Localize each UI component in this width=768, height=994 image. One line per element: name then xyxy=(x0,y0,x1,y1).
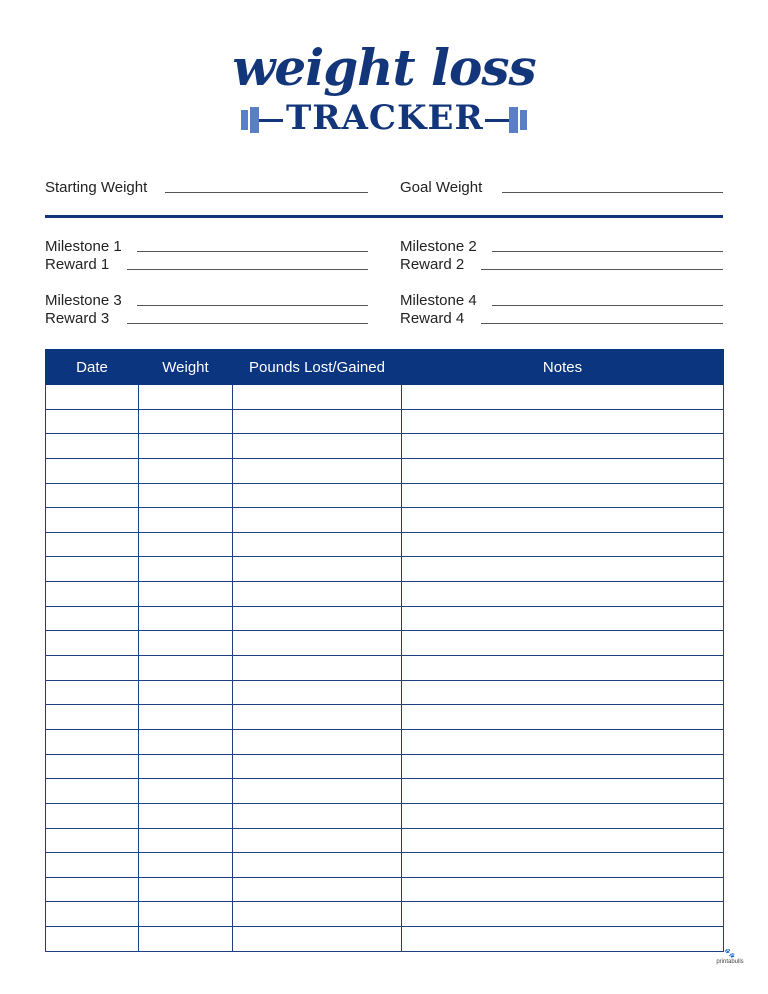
reward-2-field[interactable] xyxy=(481,269,723,270)
column-header-notes: Notes xyxy=(402,350,724,385)
notes-cell[interactable] xyxy=(402,458,724,483)
table-row xyxy=(46,656,724,681)
milestone-1-field[interactable] xyxy=(137,251,368,252)
table-row xyxy=(46,853,724,878)
pounds-lost-gained-cell[interactable] xyxy=(233,877,402,902)
notes-cell[interactable] xyxy=(402,680,724,705)
notes-cell[interactable] xyxy=(402,582,724,607)
weight-cell[interactable] xyxy=(139,680,233,705)
dumbbell-icon-right xyxy=(485,107,527,133)
table-row xyxy=(46,877,724,902)
pounds-lost-gained-cell[interactable] xyxy=(233,680,402,705)
pounds-lost-gained-cell[interactable] xyxy=(233,803,402,828)
table-row xyxy=(46,434,724,459)
table-row xyxy=(46,557,724,582)
table-row xyxy=(46,582,724,607)
date-cell[interactable] xyxy=(46,853,139,878)
date-cell[interactable] xyxy=(46,680,139,705)
dumbbell-icon-left xyxy=(241,107,283,133)
weight-cell[interactable] xyxy=(139,458,233,483)
table-row xyxy=(46,458,724,483)
pounds-lost-gained-cell[interactable] xyxy=(233,532,402,557)
date-cell[interactable] xyxy=(46,409,139,434)
notes-cell[interactable] xyxy=(402,877,724,902)
column-header-pounds-lost-gained: Pounds Lost/Gained xyxy=(233,350,402,385)
date-cell[interactable] xyxy=(46,729,139,754)
date-cell[interactable] xyxy=(46,483,139,508)
notes-cell[interactable] xyxy=(402,631,724,656)
table-row xyxy=(46,385,724,410)
table-row xyxy=(46,631,724,656)
brand-logo xyxy=(706,948,754,966)
pounds-lost-gained-cell[interactable] xyxy=(233,631,402,656)
weight-cell[interactable] xyxy=(139,803,233,828)
weight-cell[interactable] xyxy=(139,828,233,853)
goal-weight-label: Goal Weight xyxy=(400,179,483,196)
milestone-4-label: Milestone 4 xyxy=(400,292,477,309)
column-header-weight: Weight xyxy=(139,350,233,385)
pounds-lost-gained-cell[interactable] xyxy=(233,483,402,508)
notes-cell[interactable] xyxy=(402,803,724,828)
table-row xyxy=(46,729,724,754)
notes-cell[interactable] xyxy=(402,508,724,533)
weight-cell[interactable] xyxy=(139,532,233,557)
notes-cell[interactable] xyxy=(402,779,724,804)
weight-cell[interactable] xyxy=(139,705,233,730)
table-row xyxy=(46,927,724,952)
notes-cell[interactable] xyxy=(402,705,724,730)
weight-cell[interactable] xyxy=(139,385,233,410)
weight-cell[interactable] xyxy=(139,927,233,952)
pounds-lost-gained-cell[interactable] xyxy=(233,853,402,878)
date-cell[interactable] xyxy=(46,828,139,853)
column-header-date: Date xyxy=(46,350,139,385)
reward-1-label: Reward 1 xyxy=(45,256,110,273)
notes-cell[interactable] xyxy=(402,385,724,410)
notes-cell[interactable] xyxy=(402,434,724,459)
weight-cell[interactable] xyxy=(139,483,233,508)
notes-cell[interactable] xyxy=(402,927,724,952)
weight-cell[interactable] xyxy=(139,754,233,779)
weight-cell[interactable] xyxy=(139,779,233,804)
weight-cell[interactable] xyxy=(139,729,233,754)
notes-cell[interactable] xyxy=(402,656,724,681)
pounds-lost-gained-cell[interactable] xyxy=(233,458,402,483)
date-cell[interactable] xyxy=(46,877,139,902)
notes-cell[interactable] xyxy=(402,532,724,557)
milestone-3-label: Milestone 3 xyxy=(45,292,122,309)
table-row xyxy=(46,409,724,434)
weight-cell[interactable] xyxy=(139,409,233,434)
weight-cell[interactable] xyxy=(139,606,233,631)
reward-3-field[interactable] xyxy=(127,323,368,324)
notes-cell[interactable] xyxy=(402,853,724,878)
date-cell[interactable] xyxy=(46,458,139,483)
table-row xyxy=(46,902,724,927)
weight-cell[interactable] xyxy=(139,434,233,459)
date-cell[interactable] xyxy=(46,582,139,607)
weight-cell[interactable] xyxy=(139,877,233,902)
pounds-lost-gained-cell[interactable] xyxy=(233,729,402,754)
weight-cell[interactable] xyxy=(139,631,233,656)
title-script: weight loss xyxy=(232,38,536,97)
pounds-lost-gained-cell[interactable] xyxy=(233,606,402,631)
date-cell[interactable] xyxy=(46,927,139,952)
date-cell[interactable] xyxy=(46,902,139,927)
date-cell[interactable] xyxy=(46,606,139,631)
date-cell[interactable] xyxy=(46,705,139,730)
table-row xyxy=(46,483,724,508)
date-cell[interactable] xyxy=(46,631,139,656)
weight-cell[interactable] xyxy=(139,582,233,607)
table-header-row xyxy=(46,350,724,385)
notes-cell[interactable] xyxy=(402,902,724,927)
table-row xyxy=(46,828,724,853)
reward-4-field[interactable] xyxy=(481,323,723,324)
pounds-lost-gained-cell[interactable] xyxy=(233,434,402,459)
milestone-1-label: Milestone 1 xyxy=(45,238,122,255)
date-cell[interactable] xyxy=(46,803,139,828)
milestone-2-field[interactable] xyxy=(492,251,723,252)
date-cell[interactable] xyxy=(46,779,139,804)
table-row xyxy=(46,705,724,730)
notes-cell[interactable] xyxy=(402,754,724,779)
milestone-3-field[interactable] xyxy=(137,305,368,306)
weight-log-table xyxy=(45,349,724,952)
table-row xyxy=(46,606,724,631)
date-cell[interactable] xyxy=(46,754,139,779)
table-row xyxy=(46,532,724,557)
milestone-2-label: Milestone 2 xyxy=(400,238,477,255)
pounds-lost-gained-cell[interactable] xyxy=(233,902,402,927)
table-row xyxy=(46,779,724,804)
table-row xyxy=(46,754,724,779)
pounds-lost-gained-cell[interactable] xyxy=(233,385,402,410)
weight-cell[interactable] xyxy=(139,557,233,582)
reward-4-label: Reward 4 xyxy=(400,310,465,327)
date-cell[interactable] xyxy=(46,385,139,410)
pounds-lost-gained-cell[interactable] xyxy=(233,927,402,952)
reward-1-field[interactable] xyxy=(127,269,368,270)
date-cell[interactable] xyxy=(46,656,139,681)
notes-cell[interactable] xyxy=(402,409,724,434)
reward-2-label: Reward 2 xyxy=(400,256,465,273)
notes-cell[interactable] xyxy=(402,729,724,754)
weight-cell[interactable] xyxy=(139,902,233,927)
notes-cell[interactable] xyxy=(402,483,724,508)
date-cell[interactable] xyxy=(46,434,139,459)
reward-3-label: Reward 3 xyxy=(45,310,110,327)
date-cell[interactable] xyxy=(46,557,139,582)
title-main: TRACKER xyxy=(286,98,484,138)
starting-weight-label: Starting Weight xyxy=(45,179,148,196)
pounds-lost-gained-cell[interactable] xyxy=(233,705,402,730)
milestone-4-field[interactable] xyxy=(492,305,723,306)
pounds-lost-gained-cell[interactable] xyxy=(233,508,402,533)
notes-cell[interactable] xyxy=(402,606,724,631)
pounds-lost-gained-cell[interactable] xyxy=(233,754,402,779)
notes-cell[interactable] xyxy=(402,828,724,853)
pounds-lost-gained-cell[interactable] xyxy=(233,582,402,607)
pounds-lost-gained-cell[interactable] xyxy=(233,656,402,681)
table-body xyxy=(46,385,724,952)
section-divider xyxy=(45,215,723,218)
notes-cell[interactable] xyxy=(402,557,724,582)
table-row xyxy=(46,680,724,705)
pounds-lost-gained-cell[interactable] xyxy=(233,779,402,804)
weight-cell[interactable] xyxy=(139,656,233,681)
weight-cell[interactable] xyxy=(139,508,233,533)
date-cell[interactable] xyxy=(46,508,139,533)
paw-logo-icon: 🐾 xyxy=(724,948,736,958)
date-cell[interactable] xyxy=(46,532,139,557)
table-row xyxy=(46,803,724,828)
goal-weight-field[interactable] xyxy=(502,192,723,193)
starting-weight-field[interactable] xyxy=(165,192,368,193)
pounds-lost-gained-cell[interactable] xyxy=(233,557,402,582)
brand-name: printabulls xyxy=(716,959,744,965)
weight-cell[interactable] xyxy=(139,853,233,878)
table-row xyxy=(46,508,724,533)
pounds-lost-gained-cell[interactable] xyxy=(233,409,402,434)
pounds-lost-gained-cell[interactable] xyxy=(233,828,402,853)
